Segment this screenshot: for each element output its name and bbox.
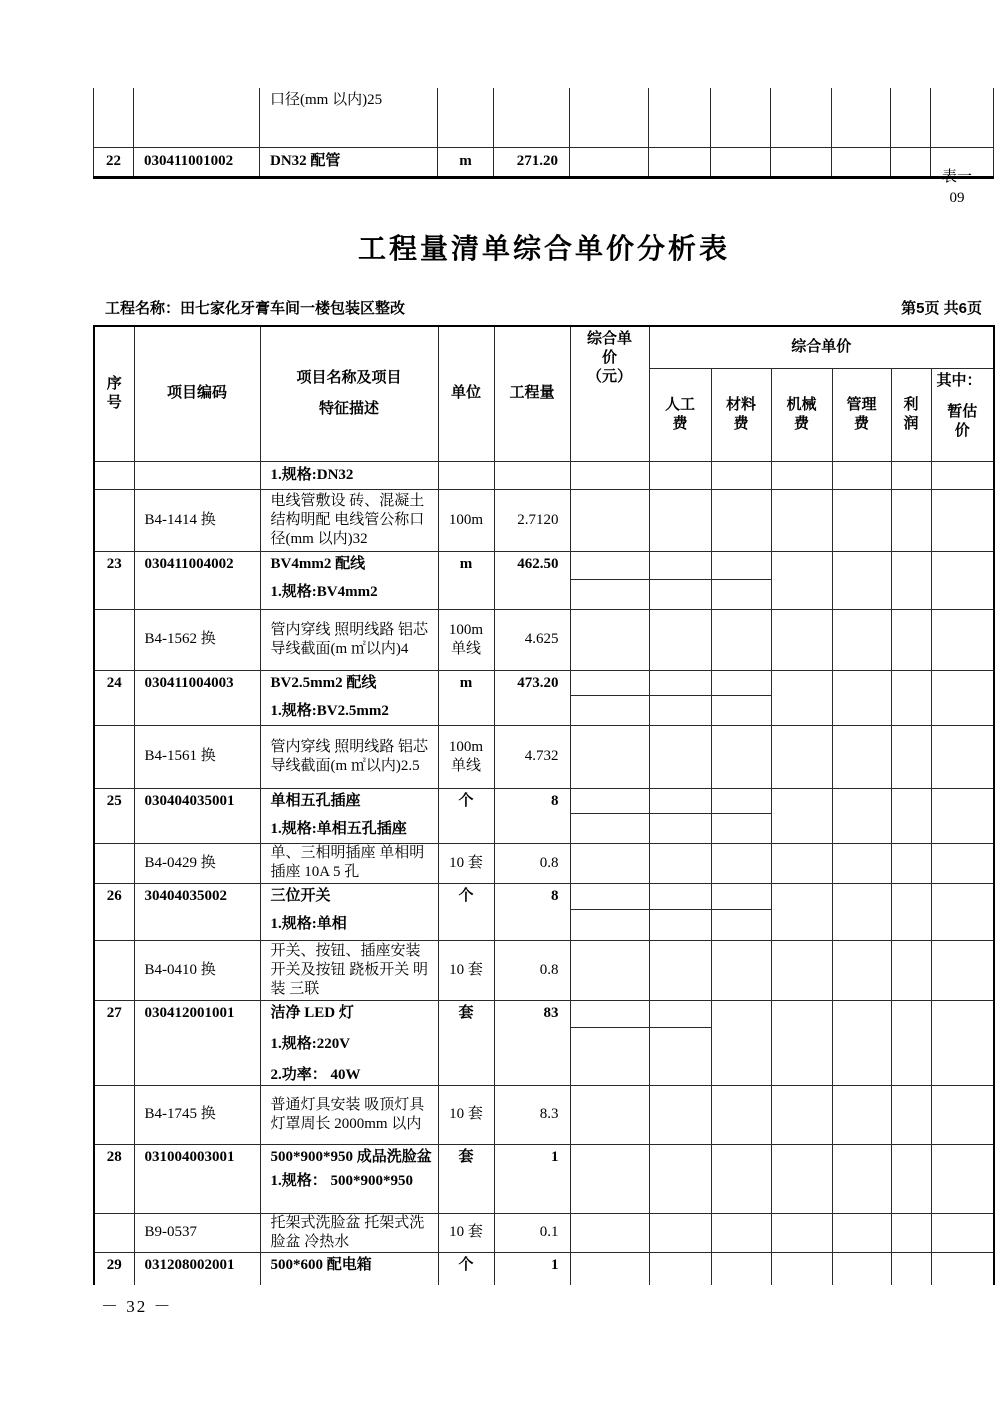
empty-cell — [570, 725, 649, 788]
unit-cell: 套 — [438, 1000, 494, 1085]
qty-cell: 0.8 — [494, 843, 570, 883]
empty-cell — [570, 1213, 649, 1252]
empty-cell — [649, 1213, 711, 1252]
name-cell: 管内穿线 照明线路 铝芯 导线截面(m ㎡以内)2.5 — [260, 725, 438, 788]
page-indicator: 第5页 共6页 — [901, 300, 982, 317]
qty-cell: 2.7120 — [494, 489, 570, 551]
code-cell: B4-1745 换 — [134, 1085, 260, 1144]
qty-cell: 8.3 — [494, 1085, 570, 1144]
empty-cell — [891, 1085, 931, 1144]
empty-cell — [711, 1213, 771, 1252]
empty-cell — [570, 609, 649, 670]
empty-cell — [570, 1085, 649, 1144]
empty-cell — [771, 1213, 832, 1252]
qty-cell: 1 — [494, 1144, 570, 1213]
empty-cell — [771, 461, 832, 489]
col-header-comp-price: 综合单 价 （元） — [570, 326, 649, 461]
name-cell: BV2.5mm2 配线 1.规格:BV2.5mm2 — [260, 670, 438, 725]
col-header-material: 材料 费 — [711, 368, 771, 461]
empty-cell — [931, 670, 994, 725]
empty-cell — [649, 909, 711, 940]
empty-cell — [771, 147, 832, 177]
empty-cell — [649, 551, 711, 579]
empty-cell — [891, 551, 931, 609]
empty-cell — [931, 788, 994, 843]
unit-cell: m — [438, 147, 494, 177]
unit-cell: 10 套 — [438, 1213, 494, 1252]
empty-cell — [94, 1085, 134, 1144]
code-cell: 030411004003 — [134, 670, 260, 725]
empty-cell — [570, 843, 649, 883]
name-cell: 单、三相明插座 单相明插座 10A 5 孔 — [260, 843, 438, 883]
empty-cell — [649, 1252, 711, 1285]
col-header-labor: 人工 费 — [649, 368, 711, 461]
name-cell: 电线管敷设 砖、混凝土结构明配 电线管公称口径(mm 以内)32 — [260, 489, 438, 551]
empty-cell — [891, 843, 931, 883]
name-cell: 开关、按钮、插座安装 开关及按钮 跷板开关 明装 三联 — [260, 940, 438, 1000]
empty-cell — [891, 1213, 931, 1252]
empty-cell — [711, 843, 771, 883]
code-cell: 030404035001 — [134, 788, 260, 843]
empty-cell — [570, 788, 649, 813]
unit-cell: m — [438, 551, 494, 609]
empty-cell — [931, 1144, 994, 1213]
qty-cell: 473.20 — [494, 670, 570, 725]
unit-cell: 个 — [438, 883, 494, 940]
empty-cell — [931, 551, 994, 609]
col-header-code: 项目编码 — [134, 326, 260, 461]
empty-cell — [832, 940, 891, 1000]
empty-cell — [649, 609, 711, 670]
carryover-table — [93, 88, 994, 179]
empty-cell — [931, 461, 994, 489]
empty-cell — [891, 1144, 931, 1213]
code-cell: B9-0537 — [134, 1213, 260, 1252]
empty-cell — [771, 843, 832, 883]
empty-cell — [570, 909, 649, 940]
name-cell: BV4mm2 配线 1.规格:BV4mm2 — [260, 551, 438, 609]
seq-cell: 24 — [94, 670, 134, 725]
name-cell: 500*600 配电箱 — [260, 1252, 438, 1285]
empty-cell — [931, 88, 994, 147]
unit-cell: 10 套 — [438, 843, 494, 883]
empty-cell — [711, 670, 771, 695]
empty-cell — [649, 843, 711, 883]
col-header-qty: 工程量 — [494, 326, 570, 461]
unit-cell: 个 — [438, 1252, 494, 1285]
code-cell: 030411004002 — [134, 551, 260, 609]
table-tag-line2: 09 — [949, 190, 965, 206]
empty-cell — [570, 940, 649, 1000]
code-cell: B4-1562 换 — [134, 609, 260, 670]
empty-cell — [891, 725, 931, 788]
code-cell: 030412001001 — [134, 1000, 260, 1085]
empty-cell — [570, 147, 649, 177]
col-header-name: 项目名称及项目 特征描述 — [260, 326, 438, 461]
unit-cell: 100m 单线 — [438, 609, 494, 670]
col-header-comp-price-group: 综合单价 — [649, 326, 994, 368]
col-header-seq: 序 号 — [94, 326, 134, 461]
seq-cell: 23 — [94, 551, 134, 609]
unit-cell: 100m — [438, 489, 494, 551]
qty-cell: 83 — [494, 1000, 570, 1085]
empty-cell — [649, 788, 711, 813]
empty-cell — [711, 813, 771, 843]
empty-cell — [832, 489, 891, 551]
empty-cell — [570, 461, 649, 489]
unit-cell: m — [438, 670, 494, 725]
empty-cell — [832, 1000, 891, 1085]
name-cell: 普通灯具安装 吸顶灯具 灯罩周长 2000mm 以内 — [260, 1085, 438, 1144]
empty-cell — [832, 461, 891, 489]
empty-cell — [94, 88, 134, 147]
empty-cell — [891, 147, 931, 177]
footer-page-number: － 32 － — [101, 1297, 173, 1316]
code-cell: B4-1561 换 — [134, 725, 260, 788]
empty-cell — [891, 883, 931, 940]
empty-cell — [832, 551, 891, 609]
empty-cell — [649, 695, 711, 725]
empty-cell — [711, 1085, 771, 1144]
qty-cell: 0.8 — [494, 940, 570, 1000]
empty-cell — [771, 1085, 832, 1144]
col-header-profit: 利 润 — [891, 368, 931, 461]
empty-cell — [570, 551, 649, 579]
empty-cell — [931, 725, 994, 788]
empty-cell — [711, 695, 771, 725]
empty-cell — [891, 788, 931, 843]
empty-cell — [94, 609, 134, 670]
qty-cell: 4.625 — [494, 609, 570, 670]
empty-cell — [832, 1144, 891, 1213]
empty-cell — [771, 609, 832, 670]
empty-cell — [94, 725, 134, 788]
empty-cell — [134, 461, 260, 489]
empty-cell — [931, 609, 994, 670]
empty-cell — [649, 461, 711, 489]
empty-cell — [649, 579, 711, 609]
empty-cell — [832, 725, 891, 788]
unit-price-analysis-table — [93, 325, 995, 1285]
qty-cell: 4.732 — [494, 725, 570, 788]
code-cell: B4-0410 换 — [134, 940, 260, 1000]
empty-cell — [570, 88, 649, 147]
seq-cell: 22 — [94, 147, 134, 177]
code-cell: 30404035002 — [134, 883, 260, 940]
empty-cell — [931, 1252, 994, 1285]
unit-cell: 个 — [438, 788, 494, 843]
project-name: 工程名称：田七家化牙膏车间一楼包装区整改 — [105, 300, 406, 317]
empty-cell — [832, 1085, 891, 1144]
empty-cell — [931, 883, 994, 940]
empty-cell — [771, 1252, 832, 1285]
empty-cell — [771, 489, 832, 551]
empty-cell — [649, 1085, 711, 1144]
qty-cell: 1 — [494, 1252, 570, 1285]
empty-cell — [711, 909, 771, 940]
empty-cell — [711, 725, 771, 788]
empty-cell — [832, 788, 891, 843]
code-cell: B4-0429 换 — [134, 843, 260, 883]
empty-cell — [570, 1000, 649, 1027]
empty-cell — [438, 461, 494, 489]
empty-cell — [891, 1252, 931, 1285]
empty-cell — [771, 940, 832, 1000]
page-title: 工程量清单综合单价分析表 — [357, 233, 730, 264]
empty-cell — [711, 489, 771, 551]
qty-cell: 271.20 — [494, 147, 570, 177]
code-cell: 031004003001 — [134, 1144, 260, 1213]
empty-cell — [711, 883, 771, 909]
seq-cell: 27 — [94, 1000, 134, 1085]
empty-cell — [570, 813, 649, 843]
name-cell: 500*900*950 成品洗脸盆 1.规格： 500*900*950 — [260, 1144, 438, 1213]
col-header-unit: 单位 — [438, 326, 494, 461]
unit-cell: 10 套 — [438, 940, 494, 1000]
empty-cell — [570, 1252, 649, 1285]
name-cell: 三位开关 1.规格:单相 — [260, 883, 438, 940]
empty-cell — [891, 88, 931, 147]
empty-cell — [711, 579, 771, 609]
empty-cell — [771, 670, 832, 725]
unit-cell: 100m 单线 — [438, 725, 494, 788]
name-cell: 单相五孔插座 1.规格:单相五孔插座 — [260, 788, 438, 843]
meta-row — [94, 297, 994, 318]
empty-cell — [891, 461, 931, 489]
empty-cell — [711, 609, 771, 670]
seq-cell: 25 — [94, 788, 134, 843]
empty-cell — [771, 725, 832, 788]
qty-cell: 462.50 — [494, 551, 570, 609]
empty-cell — [931, 1085, 994, 1144]
empty-cell — [931, 1213, 994, 1252]
empty-cell — [649, 147, 711, 177]
empty-cell — [711, 788, 771, 813]
empty-cell — [931, 1000, 994, 1085]
empty-cell — [711, 88, 771, 147]
unit-cell: 10 套 — [438, 1085, 494, 1144]
empty-cell — [711, 1000, 771, 1085]
empty-cell — [832, 147, 891, 177]
code-cell: 031208002001 — [134, 1252, 260, 1285]
empty-cell — [570, 883, 649, 909]
seq-cell: 29 — [94, 1252, 134, 1285]
name-cell: 洁净 LED 灯 1.规格:220V 2.功率： 40W — [260, 1000, 438, 1085]
name-cell: 管内穿线 照明线路 铝芯 导线截面(m ㎡以内)4 — [260, 609, 438, 670]
carryover-desc-cell: 口径(mm 以内)25 — [260, 88, 438, 147]
empty-cell — [570, 579, 649, 609]
empty-cell — [931, 489, 994, 551]
empty-cell — [649, 1000, 711, 1027]
empty-cell — [771, 1000, 832, 1085]
empty-cell — [771, 88, 832, 147]
table-tag-line1: 表一 — [941, 169, 972, 185]
empty-cell — [649, 725, 711, 788]
col-header-provisional: 其中： 暂估 价 — [931, 368, 994, 461]
name-cell: 托架式洗脸盆 托架式洗脸盆 冷热水 — [260, 1213, 438, 1252]
empty-cell — [771, 883, 832, 940]
empty-cell — [94, 843, 134, 883]
empty-cell — [570, 670, 649, 695]
empty-cell — [649, 940, 711, 1000]
empty-cell — [711, 940, 771, 1000]
empty-cell — [649, 88, 711, 147]
code-cell: B4-1414 换 — [134, 489, 260, 551]
qty-cell: 8 — [494, 883, 570, 940]
col-header-management: 管理 费 — [832, 368, 891, 461]
empty-cell — [94, 1213, 134, 1252]
empty-cell — [711, 1144, 771, 1213]
empty-cell — [649, 1144, 711, 1213]
empty-cell — [649, 489, 711, 551]
empty-cell — [931, 940, 994, 1000]
empty-cell — [570, 1027, 649, 1085]
empty-cell — [891, 1000, 931, 1085]
empty-cell — [832, 88, 891, 147]
seq-cell: 28 — [94, 1144, 134, 1213]
empty-cell — [832, 670, 891, 725]
empty-cell — [832, 883, 891, 940]
code-cell: 030411001002 — [134, 147, 260, 177]
empty-cell — [771, 1144, 832, 1213]
empty-cell — [891, 609, 931, 670]
empty-cell — [570, 695, 649, 725]
empty-cell — [891, 940, 931, 1000]
empty-cell — [711, 551, 771, 579]
empty-cell — [649, 883, 711, 909]
empty-cell — [891, 489, 931, 551]
empty-cell — [832, 1252, 891, 1285]
qty-cell: 8 — [494, 788, 570, 843]
empty-cell — [891, 670, 931, 725]
empty-cell — [711, 147, 771, 177]
empty-cell — [438, 88, 494, 147]
seq-cell: 26 — [94, 883, 134, 940]
empty-cell — [649, 1027, 711, 1085]
spec-cell: 1.规格:DN32 — [260, 461, 438, 489]
empty-cell — [649, 813, 711, 843]
empty-cell — [570, 1144, 649, 1213]
empty-cell — [134, 88, 260, 147]
name-cell: DN32 配管 — [260, 147, 438, 177]
empty-cell — [711, 461, 771, 489]
unit-cell: 套 — [438, 1144, 494, 1213]
empty-cell — [771, 551, 832, 609]
table-number-tag — [928, 167, 986, 209]
empty-cell — [94, 489, 134, 551]
empty-cell — [711, 1252, 771, 1285]
qty-cell: 0.1 — [494, 1213, 570, 1252]
empty-cell — [94, 461, 134, 489]
empty-cell — [832, 843, 891, 883]
empty-cell — [771, 788, 832, 843]
empty-cell — [94, 940, 134, 1000]
empty-cell — [832, 1213, 891, 1252]
empty-cell — [494, 461, 570, 489]
empty-cell — [570, 489, 649, 551]
empty-cell — [931, 843, 994, 883]
col-header-machinery: 机械 费 — [771, 368, 832, 461]
empty-cell — [494, 88, 570, 147]
empty-cell — [649, 670, 711, 695]
empty-cell — [832, 609, 891, 670]
